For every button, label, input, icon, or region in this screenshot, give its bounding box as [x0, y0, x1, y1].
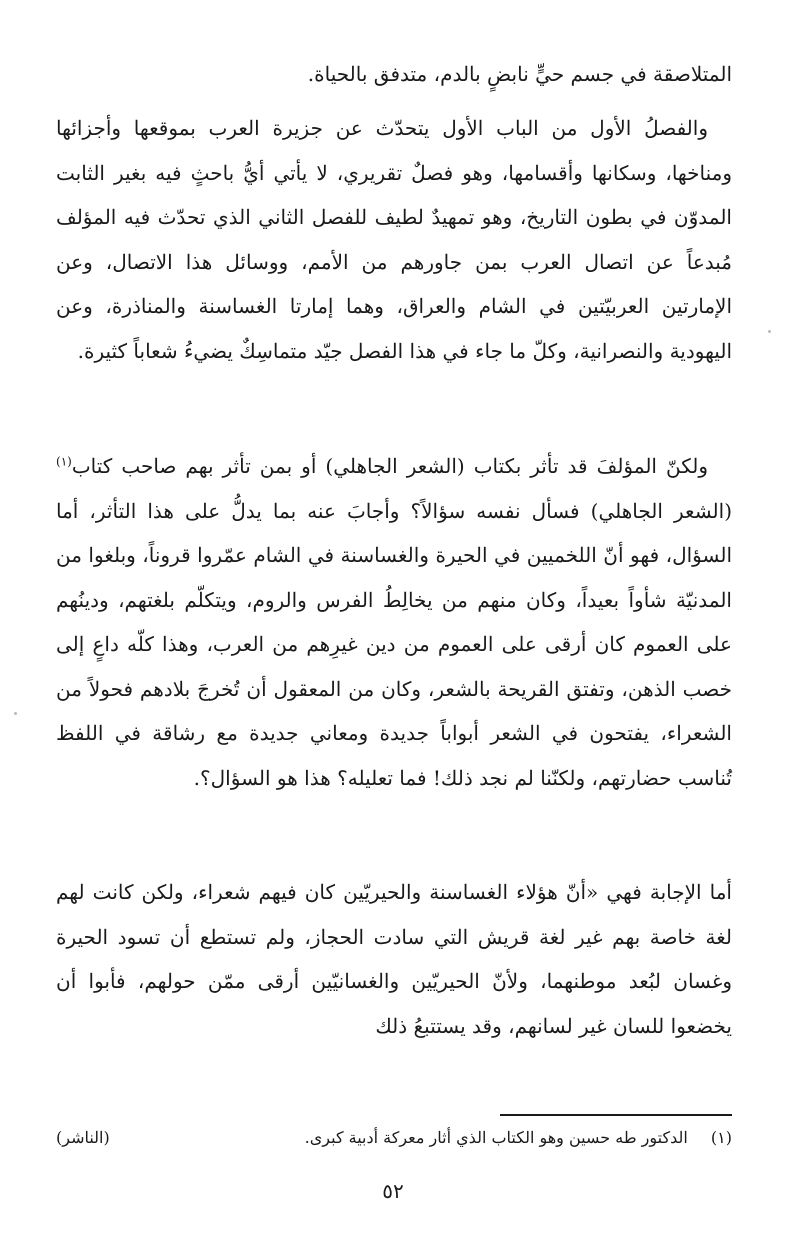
footnote-attribution: (الناشر) — [56, 1128, 110, 1147]
footnote-divider — [500, 1114, 732, 1116]
page-number: ٥٢ — [382, 1179, 404, 1203]
scan-speck — [768, 330, 771, 333]
paragraph-author-influence — [56, 444, 732, 800]
paragraph-answer — [56, 870, 732, 1048]
paragraph-text: المتلاصقة في جسم حيٍّ نابضٍ بالدم، متدفق بالحياة. — [307, 62, 732, 86]
footnote — [56, 1123, 732, 1153]
paragraph-text: ولكنّ المؤلفَ قد تأثر بكتاب (الشعر الجاهلي) أو بمن تأثر بهم صاحب كتاب — [71, 454, 708, 478]
scan-speck — [14, 712, 17, 715]
paragraph-continuation — [56, 52, 732, 97]
footnote-number: (١) — [710, 1128, 732, 1147]
paragraph-first-chapter — [56, 106, 732, 373]
paragraph-text: (الشعر الجاهلي) فسأل نفسه سؤالاً؟ وأجابَ عنه بما يدلُّ على هذا التأثر، أما السؤال، فهو أنّ اللخميين في الحيرة والغساسنة في الشام عمّروا قروناً، وبلغوا من المدنيّة شأواً بعيداً، وكان منهم من يخالِطُ الفرس والروم، ويتكلّم بلغتهم، ودينُهم على العموم كان أرقى على العموم من دين غيرِهم من العرب، وهذا كلّه داعٍ إلى خصب الذهن، وتفتق القريحة بالشعر، وكان من المعقول أن تُخرجَ بلادهم فحولاً من الشعراء، يفتحون في الشعر أبواباً جديدة ومعاني جديدة مع رشاقة في اللفظ تُناسب حضارتهم، ولكنّنا لم نجد ذلك! فما تعليله؟ هذا هو السؤال؟. — [56, 498, 732, 790]
footnote-reference[interactable]: (١) — [56, 454, 72, 469]
footnote-body — [305, 1123, 732, 1153]
paragraph-text: أما الإجابة فهي «أنّ هؤلاء الغساسنة والحيريّين كان فيهم شعراء، ولكن كانت لهم لغة خاصة بهم غير لغة قريش التي سادت الحجاز، ولم تستطع أن تسود الحيرة وغسان لبُعد موطنهما، ولأنّ الحيريّين والغسانيّين أرقى ممّن حولهم، فأبوا أن يخضعوا للسان غير لسانهم، وقد يستتبعُ ذلك — [56, 880, 732, 1038]
footnote-text: الدكتور طه حسين وهو الكتاب الذي أثار معركة أدبية كبرى. — [304, 1128, 688, 1147]
paragraph-text: والفصلُ الأول من الباب الأول يتحدّث عن جزيرة العرب بموقعها وأجزائها ومناخها، وسكانها وأقسامها، وهو فصلٌ تقريري، لا يأتي أيُّ باحثٍ فيه بغير الثابت المدوّن في بطون التاريخ، وهو تمهيدٌ لطيف للفصل الثاني الذي تحدّث فيه المؤلف مُبدعاً عن اتصال العرب بمن جاورهم من الأمم، ووسائل هذا الاتصال، وعن الإمارتين العربيّتين في الشام والعراق، وهما إمارتا الغساسنة والمناذرة، وعن اليهودية والنصرانية، وكلّ ما جاء في هذا الفصل جيّد متماسِكٌ يضيءُ شعاباً كثيرة. — [56, 116, 732, 363]
